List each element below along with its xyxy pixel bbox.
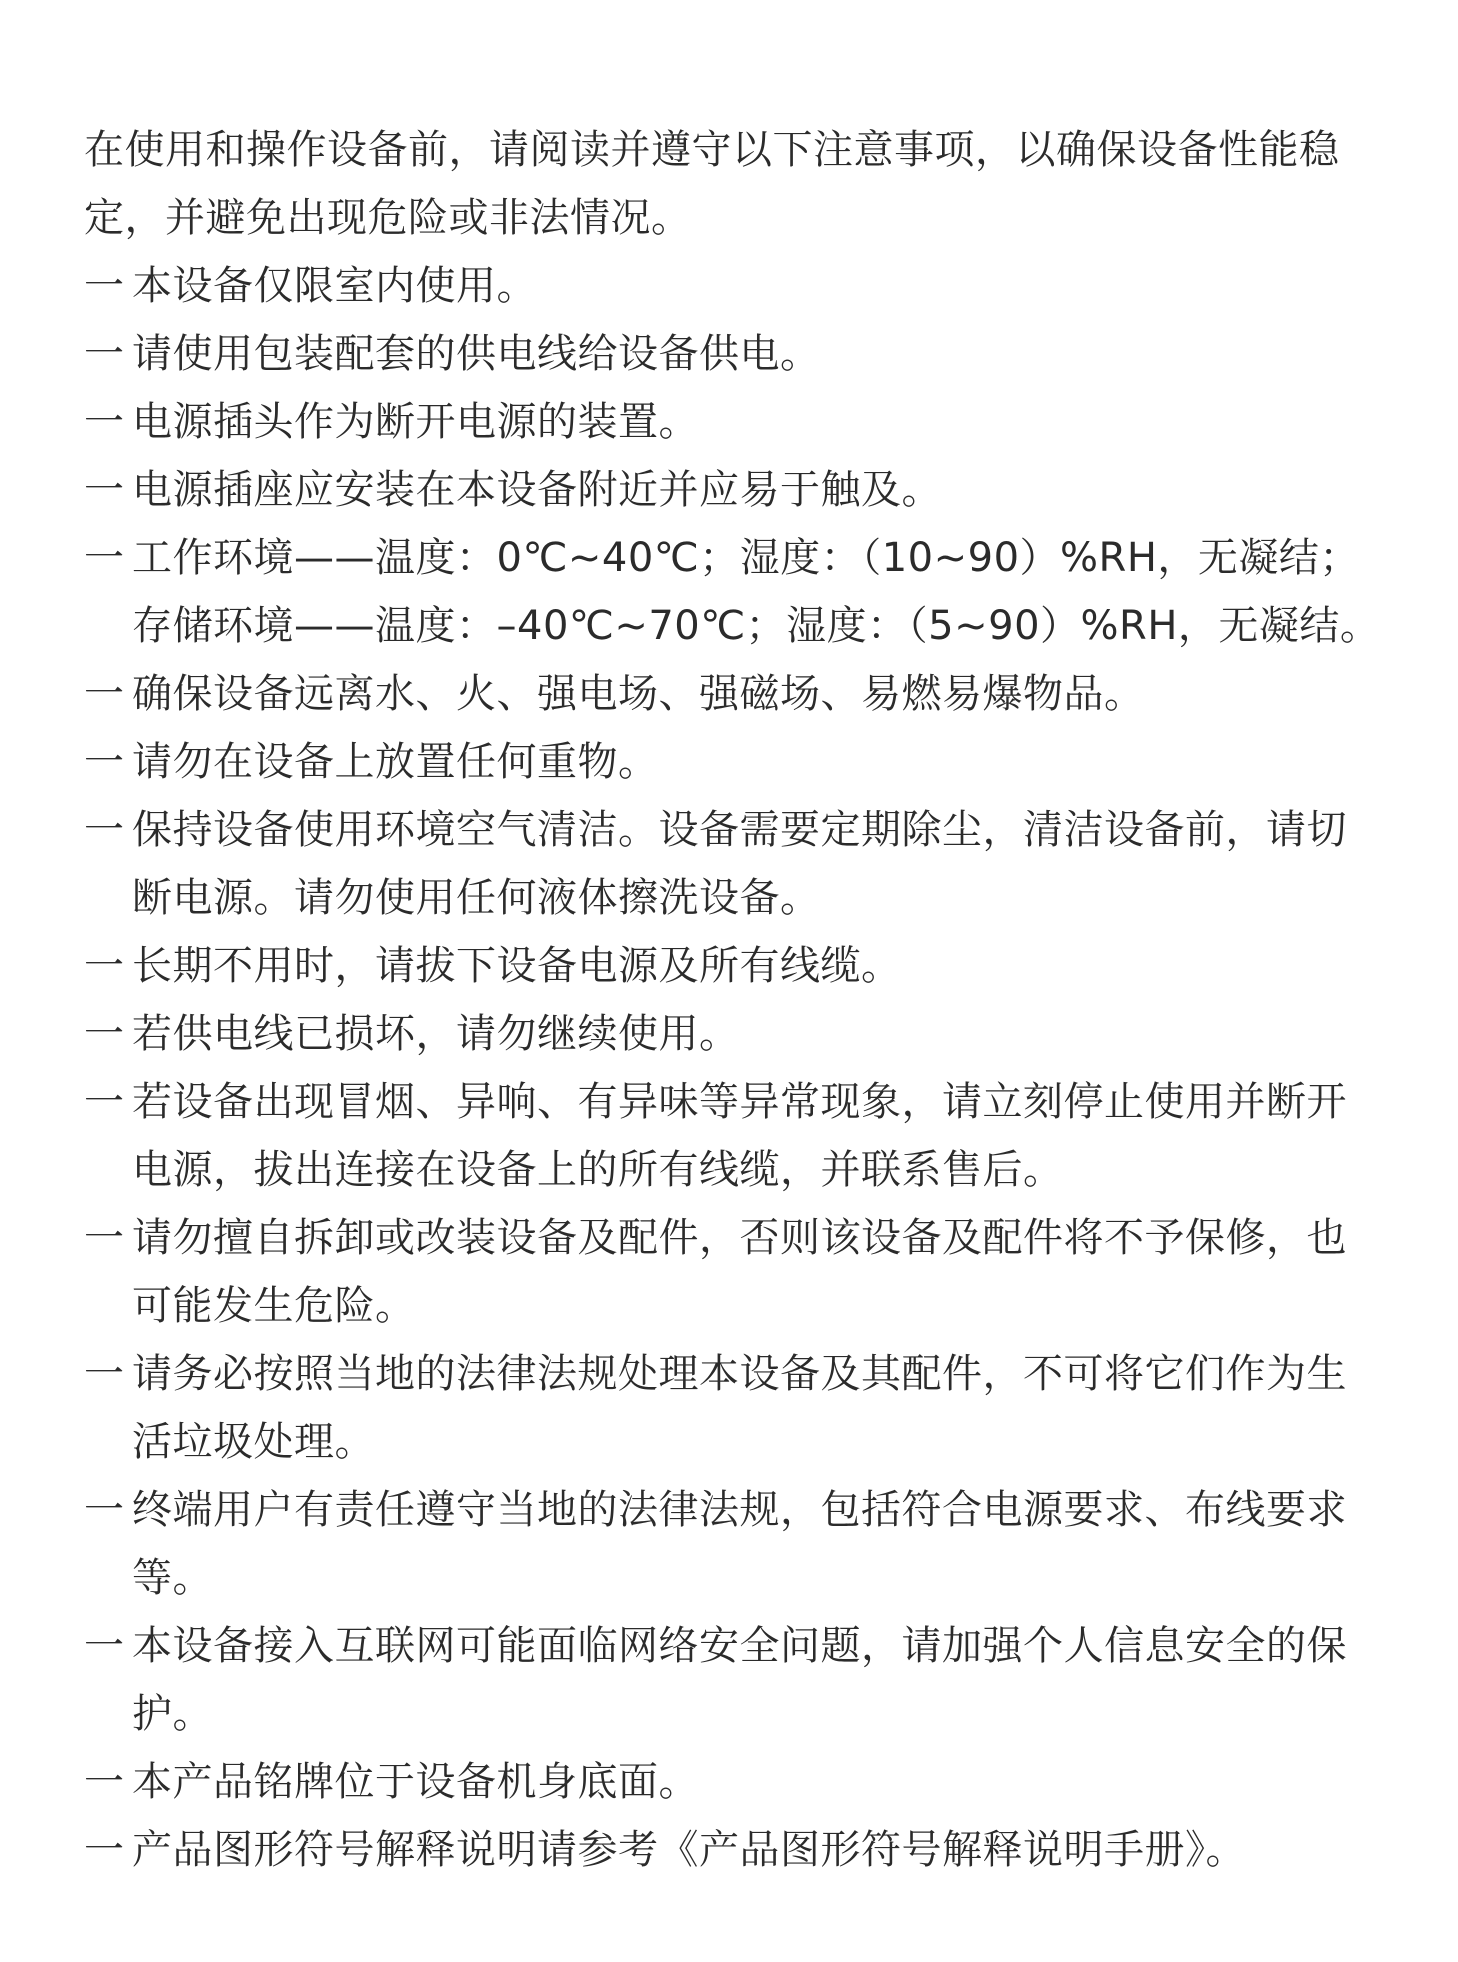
bullet-dash: 一 xyxy=(84,263,125,309)
bullet-dash: 一 xyxy=(84,671,125,717)
list-item-text: 确保设备远离水、火、强电场、强磁场、易燃易爆物品。 xyxy=(132,671,1145,717)
precaution-list xyxy=(84,252,1384,1884)
bullet-dash: 一 xyxy=(84,807,125,853)
bullet-dash: 一 xyxy=(84,1215,125,1261)
list-item-text: 若设备出现冒烟、异响、有异味等异常现象，请立刻停止使用并断开电源，拔出连接在设备上的所有线缆，并联系售后。 xyxy=(132,1079,1347,1193)
list-item-text: 终端用户有责任遵守当地的法律法规，包括符合电源要求、布线要求等。 xyxy=(132,1487,1347,1601)
bullet-dash: 一 xyxy=(84,1623,125,1669)
list-item xyxy=(84,1476,1384,1612)
list-item xyxy=(84,796,1384,932)
list-item xyxy=(84,388,1384,456)
list-item xyxy=(84,728,1384,796)
list-item xyxy=(84,932,1384,1000)
list-item-text: 工作环境——温度：0℃~40℃；湿度：（10~90）%RH，无凝结；存储环境——温度：–40℃~70℃；湿度：（5~90）%RH，无凝结。 xyxy=(132,535,1381,649)
list-item-text: 请勿擅自拆卸或改装设备及配件，否则该设备及配件将不予保修，也可能发生危险。 xyxy=(132,1215,1347,1329)
list-item xyxy=(84,1816,1384,1884)
bullet-dash: 一 xyxy=(84,535,125,581)
safety-notice-page xyxy=(84,116,1384,1884)
list-item xyxy=(84,1000,1384,1068)
intro-paragraph: 在使用和操作设备前，请阅读并遵守以下注意事项，以确保设备性能稳定，并避免出现危险或非法情况。 xyxy=(84,127,1340,241)
list-item xyxy=(84,1068,1384,1204)
list-item-text: 保持设备使用环境空气清洁。设备需要定期除尘，清洁设备前，请切断电源。请勿使用任何液体擦洗设备。 xyxy=(132,807,1347,921)
list-item xyxy=(84,524,1384,660)
list-item xyxy=(84,1340,1384,1476)
list-item-text: 电源插头作为断开电源的装置。 xyxy=(132,399,699,445)
list-item-text: 本设备接入互联网可能面临网络安全问题，请加强个人信息安全的保护。 xyxy=(132,1623,1347,1737)
list-item-text: 长期不用时，请拔下设备电源及所有线缆。 xyxy=(132,943,902,989)
list-item-text: 若供电线已损坏，请勿继续使用。 xyxy=(132,1011,740,1057)
list-item xyxy=(84,1204,1384,1340)
bullet-dash: 一 xyxy=(84,331,125,377)
list-item-text: 请务必按照当地的法律法规处理本设备及其配件，不可将它们作为生活垃圾处理。 xyxy=(132,1351,1347,1465)
bullet-dash: 一 xyxy=(84,739,125,785)
list-item-text: 请使用包装配套的供电线给设备供电。 xyxy=(132,331,821,377)
list-item xyxy=(84,1748,1384,1816)
list-item-text: 本产品铭牌位于设备机身底面。 xyxy=(132,1759,699,1805)
list-item xyxy=(84,252,1384,320)
bullet-dash: 一 xyxy=(84,399,125,445)
list-item-text: 请勿在设备上放置任何重物。 xyxy=(132,739,659,785)
bullet-dash: 一 xyxy=(84,1827,125,1873)
list-item xyxy=(84,320,1384,388)
bullet-dash: 一 xyxy=(84,1011,125,1057)
bullet-dash: 一 xyxy=(84,1759,125,1805)
bullet-dash: 一 xyxy=(84,1351,125,1397)
bullet-dash: 一 xyxy=(84,943,125,989)
list-item xyxy=(84,456,1384,524)
list-item-text: 产品图形符号解释说明请参考《产品图形符号解释说明手册》。 xyxy=(132,1827,1246,1873)
list-item xyxy=(84,660,1384,728)
list-item xyxy=(84,1612,1384,1748)
bullet-dash: 一 xyxy=(84,467,125,513)
bullet-dash: 一 xyxy=(84,1079,125,1125)
list-item-text: 本设备仅限室内使用。 xyxy=(132,263,537,309)
bullet-dash: 一 xyxy=(84,1487,125,1533)
list-item-text: 电源插座应安装在本设备附近并应易于触及。 xyxy=(132,467,942,513)
